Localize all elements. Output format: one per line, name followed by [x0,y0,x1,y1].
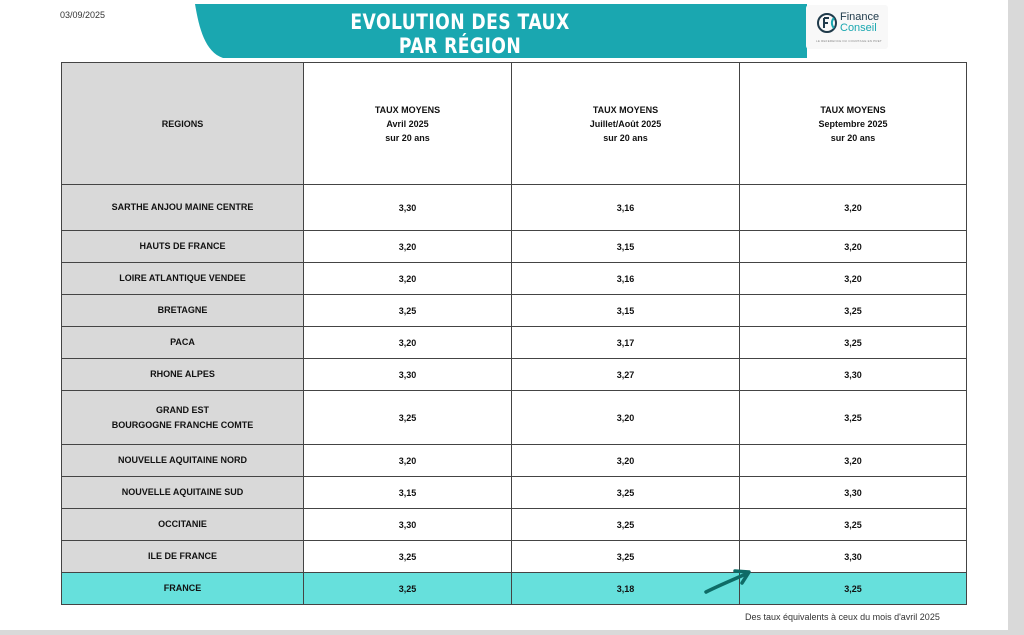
region-cell [62,295,304,327]
table-row [62,185,967,231]
document-date: 03/09/2025 [60,10,106,20]
rate-juillet-aout-cell: 3,15 [512,295,740,327]
region-name: SARTHE ANJOU MAINE CENTRE [111,202,254,212]
table-row [62,445,967,477]
rate-avril-cell: 3,20 [304,445,512,477]
region-name: HAUTS DE FRANCE [139,241,226,251]
table-row [62,263,967,295]
region-name: RHONE ALPES [150,369,215,379]
logo-name-line1: Finance [840,11,880,23]
table-row [62,327,967,359]
rate-avril-cell: 3,30 [304,185,512,231]
rate-septembre-cell: 3,20 [740,445,967,477]
page-title: EVOLUTION DES TAUX PAR RÉGION [350,10,570,58]
rate-septembre-cell: 3,25 [740,391,967,445]
table-row [62,391,967,445]
rate-juillet-aout-cell: 3,20 [512,445,740,477]
region-name: LOIRE ATLANTIQUE VENDEE [119,273,246,283]
region-cell [62,445,304,477]
logo-mark-icon [816,12,838,34]
region-name: NOUVELLE AQUITAINE SUD [121,487,244,497]
rate-juillet-aout-cell: 3,25 [512,477,740,509]
header-septembre [740,63,967,185]
rate-septembre-cell: 3,20 [740,231,967,263]
header-line: sur 20 ans [830,132,876,143]
rate-septembre-cell: 3,20 [740,263,967,295]
header-line: TAUX MOYENS [592,104,659,115]
rate-septembre-cell: 3,20 [740,185,967,231]
header-line: REGIONS [161,118,204,129]
region-cell [62,391,304,445]
rate-septembre-cell: 3,25 [740,295,967,327]
region-name: BRETAGNE [157,305,208,315]
header-juillet-aout [512,63,740,185]
header-line: Septembre 2025 [818,118,888,129]
rate-avril-cell: 3,25 [304,295,512,327]
header-line: Avril 2025 [386,118,429,129]
rate-avril-cell: 3,30 [304,359,512,391]
header-line: TAUX MOYENS [374,104,441,115]
finance-conseil-logo [806,5,888,49]
header-line: sur 20 ans [385,132,430,143]
rate-avril-cell: 3,15 [304,477,512,509]
rate-juillet-aout-cell: 3,16 [512,263,740,295]
rate-avril-cell: 3,20 [304,327,512,359]
rate-juillet-aout-cell: 3,18 [512,573,740,605]
region-name: PACA [170,337,195,347]
table-row [62,477,967,509]
rate-juillet-aout-cell: 3,20 [512,391,740,445]
logo-name-line2: Conseil [840,22,877,34]
rate-septembre-cell: 3,30 [740,359,967,391]
rate-septembre-cell: 3,30 [740,541,967,573]
rate-septembre-cell: 3,25 [740,509,967,541]
rate-avril-cell: 3,25 [304,541,512,573]
viewer-bottom-edge [0,630,1024,635]
region-cell [62,263,304,295]
header-avril [304,63,512,185]
region-cell [62,541,304,573]
header-regions [62,63,304,185]
rate-juillet-aout-cell: 3,16 [512,185,740,231]
rate-avril-cell: 3,20 [304,263,512,295]
region-cell [62,327,304,359]
header-line: sur 20 ans [603,132,648,143]
rate-juillet-aout-cell: 3,15 [512,231,740,263]
rates-table [61,62,967,605]
region-cell [62,573,304,605]
rate-septembre-cell: 3,25 [740,573,967,605]
rate-juillet-aout-cell: 3,25 [512,509,740,541]
region-name: BOURGOGNE FRANCHE COMTE [111,419,254,430]
rate-juillet-aout-cell: 3,17 [512,327,740,359]
footnote: Des taux équivalents à ceux du mois d'avril 2025 [745,612,940,622]
table-row [62,231,967,263]
total-row [62,573,967,605]
rate-septembre-cell: 3,25 [740,327,967,359]
rate-avril-cell: 3,25 [304,391,512,445]
region-name: ILE DE FRANCE [147,551,217,561]
rate-avril-cell: 3,20 [304,231,512,263]
rate-septembre-cell: 3,30 [740,477,967,509]
table-row [62,541,967,573]
header-line: TAUX MOYENS [820,104,886,115]
header-line: Juillet/Août 2025 [589,118,662,129]
region-cell [62,509,304,541]
rate-juillet-aout-cell: 3,25 [512,541,740,573]
rate-avril-cell: 3,30 [304,509,512,541]
table-row [62,359,967,391]
region-name: GRAND EST [155,404,209,415]
rate-juillet-aout-cell: 3,27 [512,359,740,391]
arrow-icon [702,568,754,596]
table-header-row [62,63,967,185]
table-row [62,295,967,327]
rate-avril-cell: 3,25 [304,573,512,605]
viewer-scrollbar[interactable] [1008,0,1024,635]
region-name: OCCITANIE [158,519,207,529]
region-cell [62,359,304,391]
table-row [62,509,967,541]
rates-table-body [62,185,967,605]
region-cell [62,185,304,231]
region-name: FRANCE [163,583,202,593]
logo-tagline: LE REFERENCE DU COURTAGE EN PRET [816,39,882,43]
region-cell [62,477,304,509]
region-cell [62,231,304,263]
region-name: NOUVELLE AQUITAINE NORD [117,455,247,465]
